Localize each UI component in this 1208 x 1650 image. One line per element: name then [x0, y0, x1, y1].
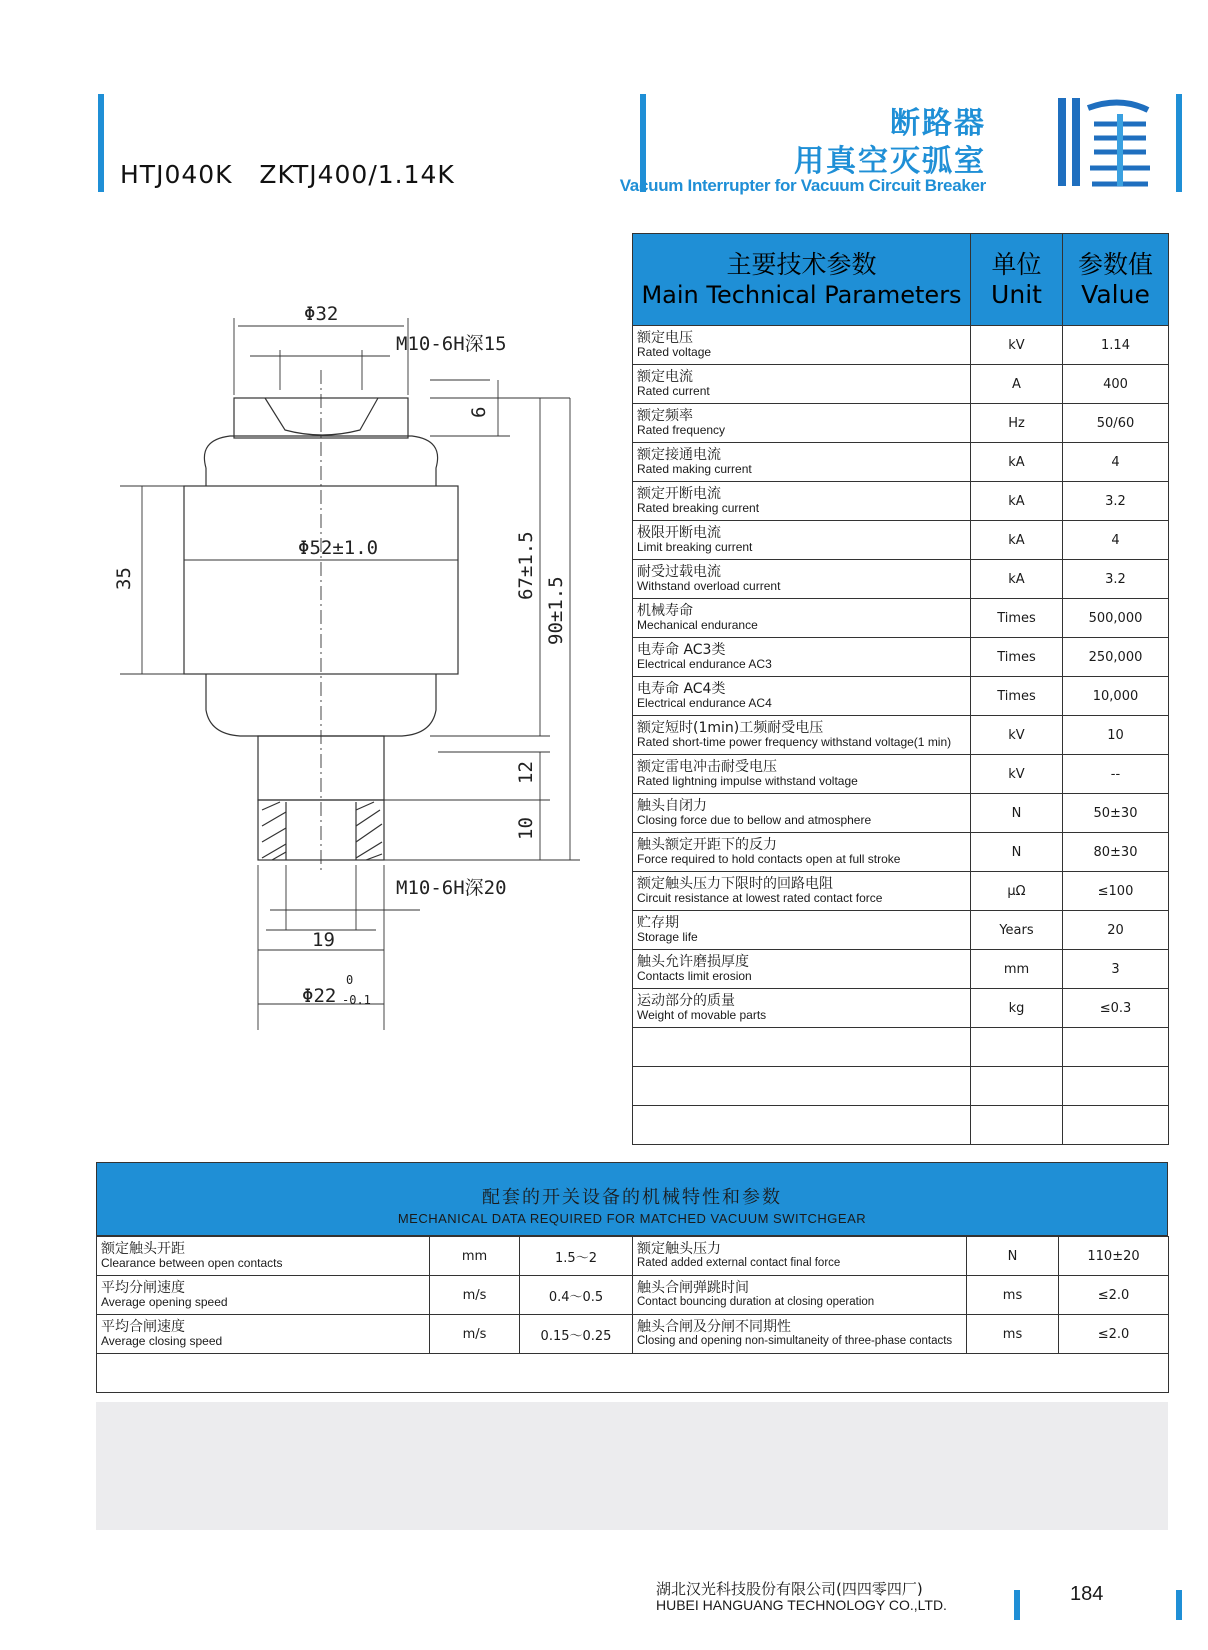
param-name-en: Rated short-time power frequency withstand voltage(1 min) — [637, 735, 952, 749]
mech-left-unit: m/s — [430, 1315, 520, 1354]
mech-left-value: 0.15～0.25 — [520, 1315, 633, 1354]
param-name-cn: 额定雷电冲击耐受电压 — [637, 759, 777, 775]
table-row — [633, 833, 1169, 872]
param-name-cell — [633, 638, 971, 677]
param-name-cell — [633, 482, 971, 521]
param-name-en: Rated breaking current — [637, 501, 760, 515]
table-row — [633, 638, 1169, 677]
param-value: 500,000 — [1063, 599, 1169, 638]
param-unit: Years — [971, 911, 1063, 950]
param-name-cn: 额定电流 — [637, 369, 693, 385]
param-value: -- — [1063, 755, 1169, 794]
footer-accent-bar-right — [1176, 1590, 1182, 1620]
param-name-cell — [633, 521, 971, 560]
param-name-en: Weight of movable parts — [637, 1008, 767, 1022]
param-name-cn: 耐受过载电流 — [637, 564, 721, 580]
param-name-cn: 电寿命 AC4类 — [637, 681, 726, 697]
param-name-cell — [633, 872, 971, 911]
table-row — [633, 716, 1169, 755]
mech-left-unit: m/s — [430, 1276, 520, 1315]
mech-right-name: 额定触头压力 Rated added external contact final force — [633, 1237, 967, 1276]
mech-right-name: 触头合闸弹跳时间 Contact bouncing duration at closing operation — [633, 1276, 967, 1315]
param-value: 1.14 — [1063, 326, 1169, 365]
param-name-cell — [633, 833, 971, 872]
mech-right-unit: ms — [967, 1276, 1059, 1315]
param-name-en: Rated current — [637, 384, 710, 398]
param-name-cn: 触头额定开距下的反力 — [637, 837, 777, 853]
param-unit: N — [971, 794, 1063, 833]
param-name-cn: 触头自闭力 — [637, 798, 707, 814]
param-name-cn: 贮存期 — [637, 915, 679, 931]
param-name-en: Force required to hold contacts open at full stroke — [637, 852, 901, 866]
param-unit: kV — [971, 755, 1063, 794]
dim-10: 10 — [515, 817, 537, 840]
dim-6: 6 — [468, 406, 490, 418]
param-unit: Times — [971, 599, 1063, 638]
param-unit: A — [971, 365, 1063, 404]
table-row — [97, 1276, 1169, 1315]
main-parameters-table — [632, 233, 1169, 1145]
param-name-cn: 极限开断电流 — [637, 525, 721, 541]
header-title-cn-line2: 用真空灭弧室 — [794, 144, 986, 179]
param-value: 400 — [1063, 365, 1169, 404]
param-name-en: Mechanical endurance — [637, 618, 758, 632]
param-value: ≤0.3 — [1063, 989, 1169, 1028]
mech-right-value: ≤2.0 — [1059, 1315, 1169, 1354]
param-name-cell — [633, 950, 971, 989]
param-name-en: Electrical endurance AC3 — [637, 657, 772, 671]
table-row — [97, 1315, 1169, 1354]
technical-drawing — [100, 290, 620, 1110]
dim-19: 19 — [312, 929, 335, 951]
param-value: 10,000 — [1063, 677, 1169, 716]
param-value: 250,000 — [1063, 638, 1169, 677]
dim-thread-top: M10-6H深15 — [396, 333, 507, 355]
empty-row — [633, 1028, 1169, 1067]
param-unit: kg — [971, 989, 1063, 1028]
param-name-cell — [633, 677, 971, 716]
param-name-cn: 额定电压 — [637, 330, 693, 346]
mech-right-value: 110±20 — [1059, 1237, 1169, 1276]
mech-left-name: 平均分闸速度 Average opening speed — [97, 1276, 430, 1315]
param-name-cell — [633, 326, 971, 365]
param-name-cell — [633, 755, 971, 794]
mech-header-cn: 配套的开关设备的机械特性和参数 — [482, 1187, 782, 1208]
param-name-en: Circuit resistance at lowest rated contact force — [637, 891, 883, 905]
mech-right-unit: N — [967, 1237, 1059, 1276]
dim-12: 12 — [515, 761, 537, 784]
param-unit: kA — [971, 560, 1063, 599]
mech-left-name: 平均合闸速度 Average closing speed — [97, 1315, 430, 1354]
table-row — [633, 482, 1169, 521]
param-name-en: Contacts limit erosion — [637, 969, 752, 983]
param-name-cell — [633, 794, 971, 833]
param-name-cn: 额定开断电流 — [637, 486, 721, 502]
empty-row — [97, 1354, 1169, 1393]
table-row — [633, 404, 1169, 443]
table-row — [633, 443, 1169, 482]
param-unit: mm — [971, 950, 1063, 989]
param-value: 3 — [1063, 950, 1169, 989]
param-unit: Times — [971, 638, 1063, 677]
mech-table-header — [96, 1162, 1168, 1236]
param-name-cn: 机械寿命 — [637, 603, 693, 619]
table-row — [633, 911, 1169, 950]
param-name-cn: 电寿命 AC3类 — [637, 642, 726, 658]
mech-right-value: ≤2.0 — [1059, 1276, 1169, 1315]
param-value: 10 — [1063, 716, 1169, 755]
param-unit: kA — [971, 443, 1063, 482]
param-name-cell — [633, 365, 971, 404]
param-unit: N — [971, 833, 1063, 872]
param-name-cn: 额定短时(1min)工频耐受电压 — [637, 720, 824, 736]
param-name-en: Rated lightning impulse withstand voltage — [637, 774, 858, 788]
param-value: 4 — [1063, 521, 1169, 560]
mech-right-unit: ms — [967, 1315, 1059, 1354]
param-name-cell — [633, 716, 971, 755]
param-name-cn: 额定接通电流 — [637, 447, 721, 463]
dim-d32: Φ32 — [304, 303, 339, 325]
unit-header: 单位 Unit — [971, 234, 1063, 326]
table-row — [633, 794, 1169, 833]
param-unit: kA — [971, 521, 1063, 560]
param-name-cell — [633, 989, 971, 1028]
table-row — [633, 872, 1169, 911]
param-value: ≤100 — [1063, 872, 1169, 911]
dim-thread-bottom: M10-6H深20 — [396, 877, 507, 899]
right-accent-bar — [1176, 94, 1182, 192]
dim-35: 35 — [113, 567, 135, 590]
gray-panel — [96, 1402, 1168, 1530]
dim-d52: Φ52±1.0 — [298, 537, 379, 559]
table-row — [633, 950, 1169, 989]
param-value: 4 — [1063, 443, 1169, 482]
table-row — [633, 521, 1169, 560]
table-row — [633, 677, 1169, 716]
param-unit: μΩ — [971, 872, 1063, 911]
mech-table — [96, 1236, 1169, 1393]
page-number: 184 — [1070, 1583, 1104, 1605]
mech-header-en: MECHANICAL DATA REQUIRED FOR MATCHED VACUUM SWITCHGEAR — [397, 1211, 867, 1226]
table-row — [97, 1237, 1169, 1276]
param-name-cn: 运动部分的质量 — [637, 993, 735, 1009]
company-logo-icon — [1050, 88, 1156, 196]
table-row — [633, 755, 1169, 794]
param-unit: kV — [971, 716, 1063, 755]
left-accent-bar — [98, 94, 104, 192]
value-header: 参数值 Value — [1063, 234, 1169, 326]
param-value: 3.2 — [1063, 560, 1169, 599]
mech-left-name: 额定触头开距 Clearance between open contacts — [97, 1237, 430, 1276]
table-row — [633, 989, 1169, 1028]
param-unit: Times — [971, 677, 1063, 716]
dim-67: 67±1.5 — [515, 531, 537, 600]
param-name-cell — [633, 560, 971, 599]
param-unit: Hz — [971, 404, 1063, 443]
param-name-cn: 额定触头压力下限时的回路电阻 — [637, 876, 833, 892]
empty-row — [633, 1067, 1169, 1106]
param-unit: kA — [971, 482, 1063, 521]
param-value: 50/60 — [1063, 404, 1169, 443]
mech-left-unit: mm — [430, 1237, 520, 1276]
param-name-cn: 触头允许磨损厚度 — [637, 954, 749, 970]
table-row — [633, 599, 1169, 638]
footer-company-cn: 湖北汉光科技股份有限公司(四四零四厂) — [656, 1580, 923, 1598]
mech-left-value: 1.5～2 — [520, 1237, 633, 1276]
param-name-en: Limit breaking current — [637, 540, 753, 554]
param-value: 20 — [1063, 911, 1169, 950]
param-name-cn: 额定频率 — [637, 408, 693, 424]
footer-company-en: HUBEI HANGUANG TECHNOLOGY CO.,LTD. — [656, 1597, 947, 1613]
table-row — [633, 326, 1169, 365]
param-name-en: Closing force due to bellow and atmosphere — [637, 813, 872, 827]
param-unit: kV — [971, 326, 1063, 365]
param-name-cell — [633, 404, 971, 443]
param-name-en: Rated voltage — [637, 345, 712, 359]
param-name-cell — [633, 443, 971, 482]
param-name-en: Rated frequency — [637, 423, 726, 437]
dim-d22-tol-up: 0 — [346, 973, 354, 987]
header-title-cn-line1: 断路器 — [890, 106, 986, 141]
param-name-cell — [633, 599, 971, 638]
param-name-en: Electrical endurance AC4 — [637, 696, 772, 710]
dim-90: 90±1.5 — [545, 576, 567, 645]
param-header: 主要技术参数 Main Technical Parameters — [633, 234, 971, 326]
dim-d22-tol-down: -0.1 — [342, 993, 371, 1007]
empty-row — [633, 1106, 1169, 1145]
header-title-en: Vacuum Interrupter for Vacuum Circuit Breaker — [619, 176, 986, 195]
table-row — [633, 560, 1169, 599]
mech-right-name: 触头合闸及分闸不同期性 Closing and opening non-simultaneity of three-phase contacts — [633, 1315, 967, 1354]
param-name-cell — [633, 911, 971, 950]
mech-left-value: 0.4～0.5 — [520, 1276, 633, 1315]
param-name-en: Withstand overload current — [637, 579, 781, 593]
table-row — [633, 365, 1169, 404]
footer-accent-bar-left — [1014, 1590, 1020, 1620]
param-value: 3.2 — [1063, 482, 1169, 521]
param-value: 80±30 — [1063, 833, 1169, 872]
dim-d22: Φ22 — [302, 985, 337, 1007]
param-value: 50±30 — [1063, 794, 1169, 833]
param-name-en: Rated making current — [637, 462, 752, 476]
param-name-en: Storage life — [637, 930, 698, 944]
model-title: HTJ040K ZKTJ400/1.14K — [120, 160, 455, 189]
